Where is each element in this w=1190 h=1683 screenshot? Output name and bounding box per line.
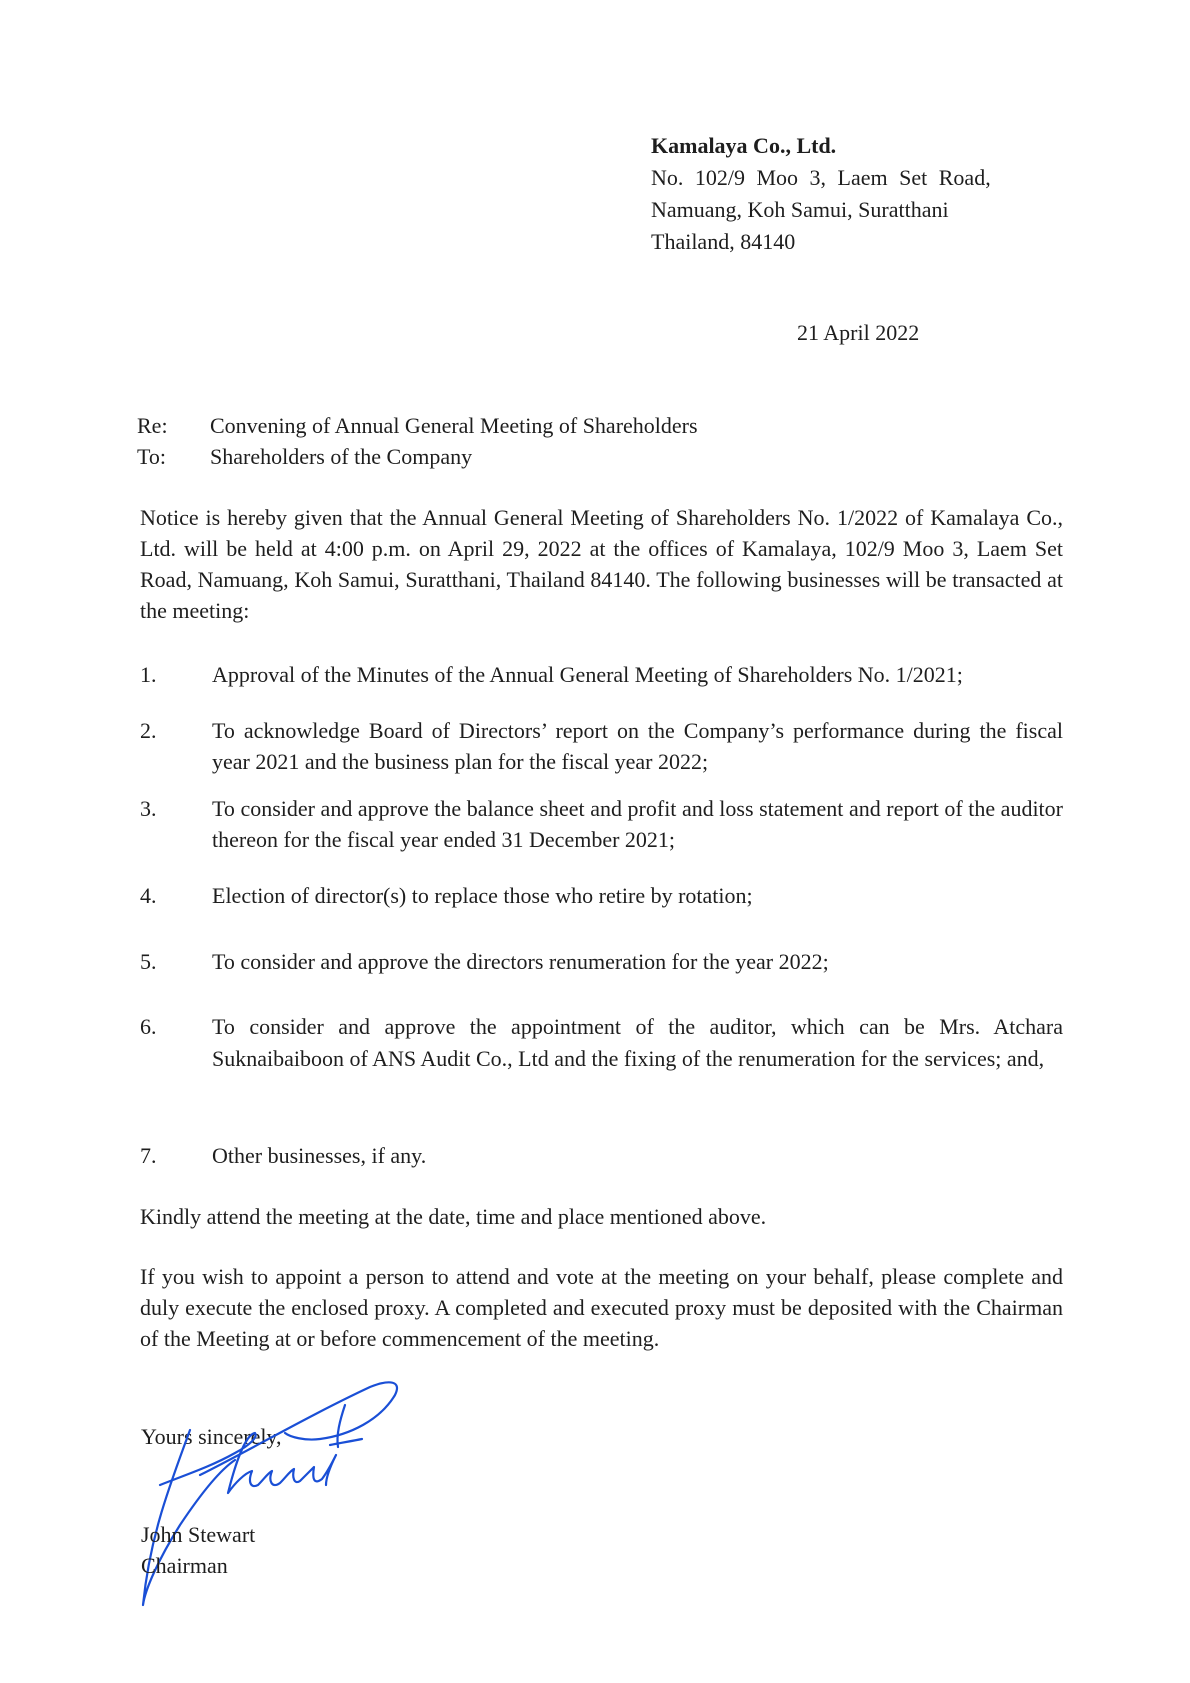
agenda-number: 3. <box>140 796 157 821</box>
company-name: Kamalaya Co., Ltd. <box>651 133 837 158</box>
agenda-number: 5. <box>140 949 157 974</box>
agenda-text: Other businesses, if any. <box>212 1143 427 1168</box>
agenda-number: 2. <box>140 718 157 743</box>
intro-paragraph: Notice is hereby given that the Annual General Meeting of Shareholders No. 1/2022 of Kamalaya Co., Ltd. will be held at 4:00 p.m. on April 29, 2022 at the offices of Kamalaya, 102/9 Moo 3, Laem Set Road, Namuang, Koh Samui, Suratthani, Thailand 84140. The following businesses will be transacted at the meeting: <box>140 505 1063 623</box>
address-line-3: Thailand, 84140 <box>651 229 796 254</box>
agenda-number: 7. <box>140 1143 157 1168</box>
agenda-text: Approval of the Minutes of the Annual General Meeting of Shareholders No. 1/2021; <box>212 662 963 687</box>
to-line <box>137 441 1037 473</box>
letter-date: 21 April 2022 <box>797 320 920 345</box>
signatory-name: John Stewart <box>141 1522 256 1547</box>
signoff-text: Yours sincerely, <box>141 1424 282 1449</box>
address-line-2: Namuang, Koh Samui, Suratthani <box>651 197 949 222</box>
closing-paragraph-1: Kindly attend the meeting at the date, time and place mentioned above. <box>140 1204 767 1229</box>
agenda-text: Election of director(s) to replace those who retire by rotation; <box>212 883 753 908</box>
closing-paragraph-2: If you wish to appoint a person to attend and vote at the meeting on your behalf, please complete and duly execute the enclosed proxy. A completed and executed proxy must be deposited with the Chairman of the Meeting at or before commencement of the meeting. <box>140 1264 1063 1351</box>
agenda-text: To acknowledge Board of Directors’ report on the Company’s performance during the fiscal year 2021 and the business plan for the fiscal year 2022; <box>212 718 1063 774</box>
address-line-1: No. 102/9 Moo 3, Laem Set Road, <box>651 165 991 190</box>
to-recipient: Shareholders of the Company <box>210 444 473 469</box>
agenda-text: To consider and approve the appointment of the auditor, which can be Mrs. Atchara Suknaibaiboon of ANS Audit Co., Ltd and the fixing of the renumeration for the services; and, <box>212 1014 1063 1071</box>
re-subject: Convening of Annual General Meeting of Shareholders <box>210 413 698 438</box>
sender-block <box>651 130 1071 258</box>
signatory-title: Chairman <box>141 1553 228 1578</box>
to-label: To: <box>137 444 167 469</box>
agenda-number: 4. <box>140 883 157 908</box>
agenda-text: To consider and approve the directors renumeration for the year 2022; <box>212 949 829 974</box>
agenda-number: 1. <box>140 662 157 687</box>
agenda-number: 6. <box>140 1014 157 1039</box>
agenda-text: To consider and approve the balance sheet and profit and loss statement and report of the auditor thereon for the fiscal year ended 31 December 2021; <box>212 796 1063 852</box>
re-line <box>137 410 1037 442</box>
re-label: Re: <box>137 413 168 438</box>
